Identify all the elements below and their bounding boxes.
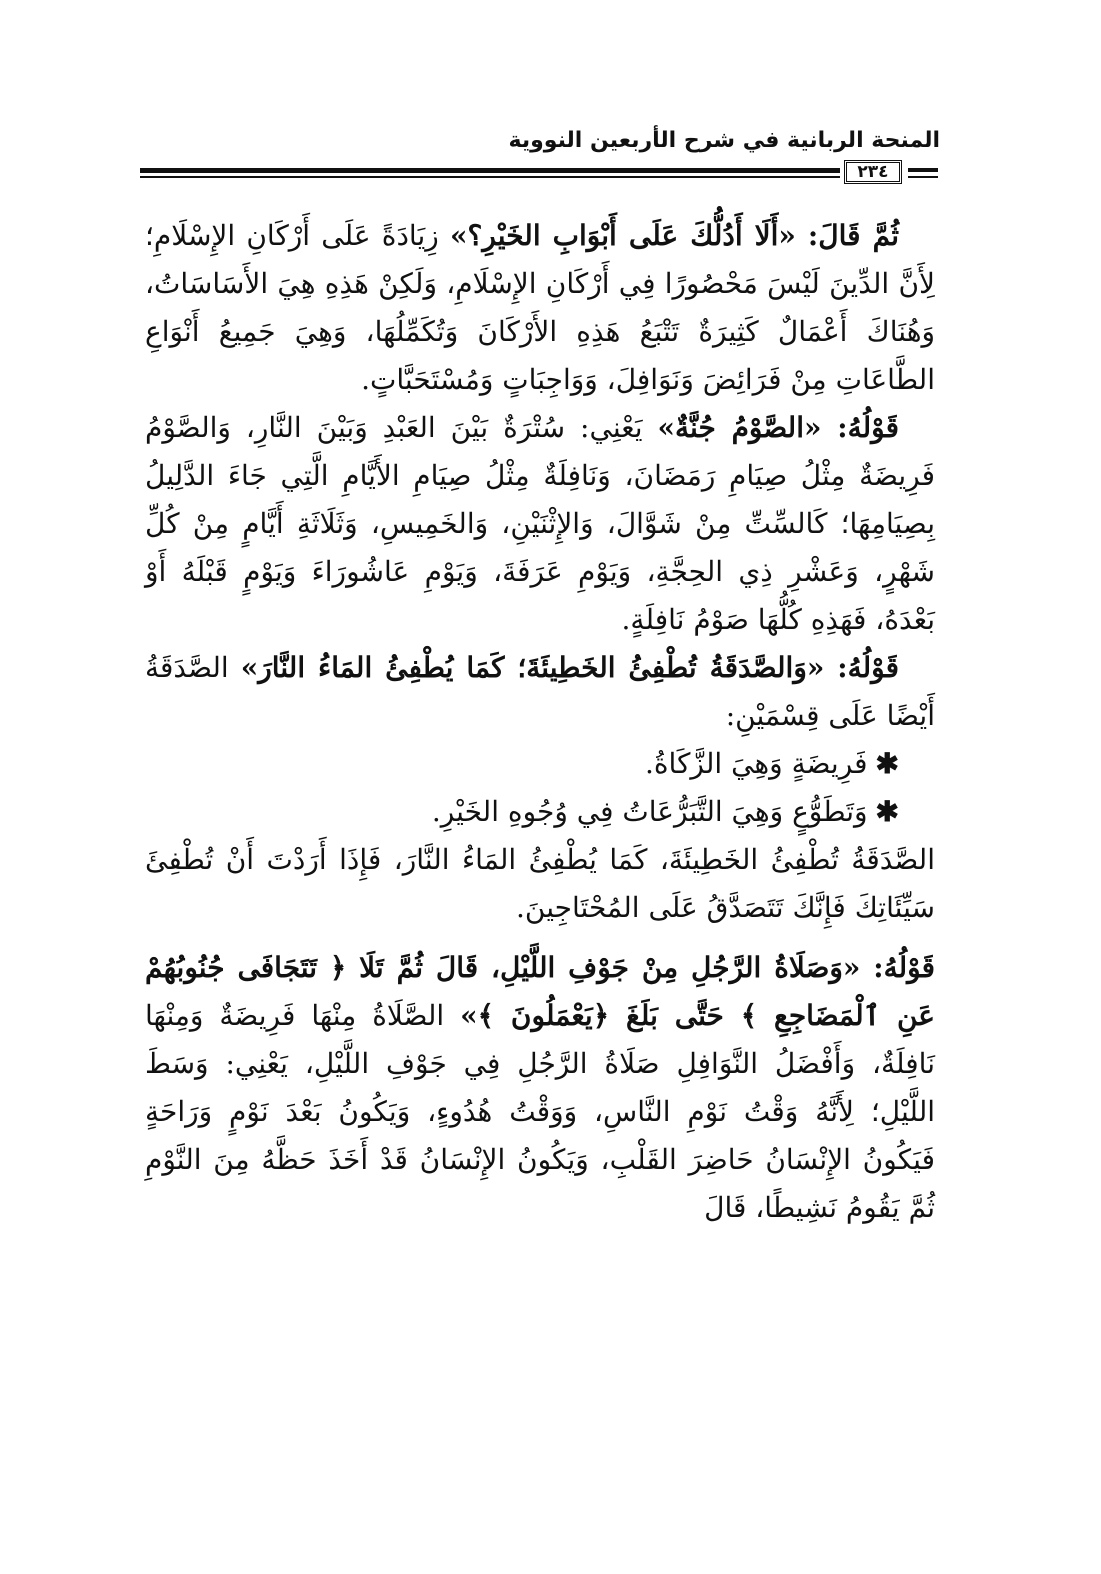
paragraph (145, 644, 935, 740)
page-number: ٢٣٤ (844, 160, 902, 184)
header-rule-thin (140, 176, 840, 178)
list-item-text: فَرِيضَةٍ وَهِيَ الزَّكَاةُ. (644, 747, 868, 780)
commentary-text: الصَّلَاةُ مِنْهَا فَرِيضَةٌ وَمِنْهَا نَافِلَةٌ، وَأَفْضَلُ النَّوَافِلِ صَلَاةُ الرَّجُلِ فِي جَوْفِ اللَّيْلِ، يَعْنِي: وَسَطَ اللَّيْلِ؛ لِأَنَّهُ وَقْتُ نَوْمِ النَّاسِ، وَوَقْتُ هُدُوءٍ، وَيَكُونُ بَعْدَ نَوْمٍ وَرَاحَةٍ فَيَكُونُ الإِنْسَانُ حَاضِرَ القَلْبِ، وَيَكُونُ الإِنْسَانُ قَدْ أَخَذَ حَظَّهُ مِنَ النَّوْمِ ثُمَّ يَقُومُ نَشِيطًا، قَالَ (145, 999, 935, 1224)
page-body (145, 212, 935, 1232)
quoted-text: قَوْلُهُ: «وَالصَّدَقَةُ تُطْفِئُ الخَطِيئَةَ؛ كَمَا يُطْفِئُ المَاءُ النَّارَ» (240, 651, 899, 684)
book-title: المنحة الربانية في شرح الأربعين النووية (508, 128, 940, 153)
page-number-dash (908, 176, 938, 178)
quoted-text: قَوْلُهُ: «وَصَلَاةُ الرَّجُلِ مِنْ جَوْفِ اللَّيْلِ، قَالَ ثُمَّ تَلَا ﴿ تَتَجَافَى جُنُوبُهُمْ عَنِ ٱلْمَضَاجِعِ ﴾ حَتَّى بَلَغَ ﴿يَعْمَلُونَ ﴾» (145, 951, 935, 1032)
paragraph (145, 944, 935, 1232)
page-header (140, 120, 940, 190)
quoted-text: قَوْلُهُ: «الصَّوْمُ جُنَّةٌ» (657, 411, 900, 444)
paragraph-gap (145, 932, 935, 944)
list-item-text: وَتَطَوُّعٍ وَهِيَ التَّبَرُّعَاتُ فِي وُجُوهِ الخَيْرِ. (431, 795, 868, 828)
paragraph (145, 212, 935, 404)
paragraph (145, 836, 935, 932)
asterisk-icon: ✱ (875, 795, 899, 828)
list-item (145, 740, 935, 788)
commentary-text: زِيَادَةً عَلَى أَرْكَانِ الإِسْلَامِ؛ لِأَنَّ الدِّينَ لَيْسَ مَحْصُورًا فِي أَرْكَانِ الإِسْلَامِ، وَلَكِنْ هَذِهِ هِيَ الأَسَاسَاتُ، وَهُنَاكَ أَعْمَالٌ كَثِيرَةٌ تَتْبَعُ هَذِهِ الأَرْكَانَ وَتُكَمِّلُهَا، وَهِيَ جَمِيعُ أَنْوَاعِ الطَّاعَاتِ مِنْ فَرَائِضَ وَنَوَافِلَ، وَوَاجِبَاتٍ وَمُسْتَحَبَّاتٍ. (145, 219, 935, 396)
quoted-text: ثُمَّ قَالَ: «أَلَا أَدُلُّكَ عَلَى أَبْوَابِ الخَيْرِ؟» (449, 219, 899, 252)
paragraph (145, 404, 935, 644)
page-number-dash (908, 168, 938, 172)
list-item (145, 788, 935, 836)
asterisk-icon: ✱ (875, 747, 899, 780)
commentary-text: يَعْنِي: سُتْرَةٌ بَيْنَ العَبْدِ وَبَيْنَ النَّارِ، وَالصَّوْمُ فَرِيضَةٌ مِثْلُ صِيَامِ رَمَضَانَ، وَنَافِلَةٌ مِثْلُ صِيَامِ الأَيَّامِ الَّتِي جَاءَ الدَّلِيلُ بِصِيَامِهَا؛ كَالسِّتِّ مِنْ شَوَّالَ، وَالإِثْنَيْنِ، وَالخَمِيسِ، وَثَلَاثَةِ أَيَّامٍ مِنْ كُلِّ شَهْرٍ، وَعَشْرِ ذِي الحِجَّةِ، وَيَوْمِ عَرَفَةَ، وَيَوْمِ عَاشُورَاءَ وَيَوْمٍ قَبْلَهُ أَوْ بَعْدَهُ، فَهَذِهِ كُلُّهَا صَوْمُ نَافِلَةٍ. (145, 411, 935, 636)
commentary-text: الصَّدَقَةُ أَيْضًا عَلَى قِسْمَيْنِ: (145, 651, 935, 732)
commentary-text: الصَّدَقَةُ تُطْفِئُ الخَطِيئَةَ، كَمَا يُطْفِئُ المَاءُ النَّارَ، فَإِذَا أَرَدْتَ أَنْ تُطْفِئَ سَيِّئَاتِكَ فَإِنَّكَ تَتَصَدَّقُ عَلَى المُحْتَاجِينَ. (145, 843, 935, 924)
header-rule-thick (140, 168, 840, 173)
